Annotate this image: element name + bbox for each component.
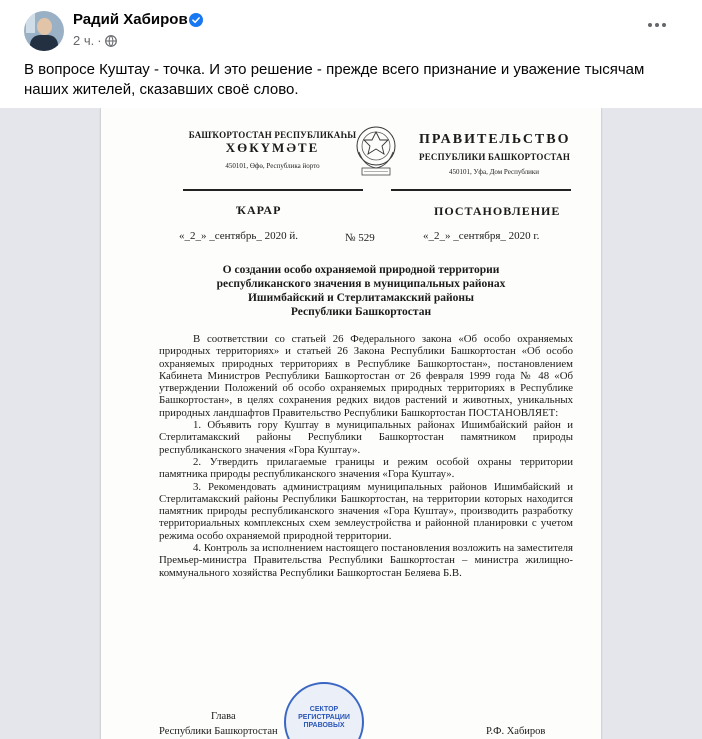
- body-paragraph: 2. Утвердить прилагаемые границы и режим особой охраны территории памятника природы республиканского значения «Гора Куштау».: [159, 455, 573, 481]
- date-right: «_2_» _сентября_ 2020 г.: [423, 230, 540, 242]
- header-right-line1: ПРАВИТЕЛЬСТВО: [419, 132, 571, 147]
- post-image[interactable]: [0, 108, 702, 739]
- header-left-address: 450101, Өфө, Республика йорто: [225, 162, 320, 170]
- date-left: «_2_» _сентябрь_ 2020 й.: [179, 230, 299, 242]
- signature-title-2: Республики Башкортостан: [159, 726, 278, 737]
- body-paragraph: 3. Рекомендовать администрациям муниципальных районов Ишимбайский и Стерлитамакский районы Республики Башкортостан, на территории которых находится памятник природы республиканского значения «Гора Куштау», производить разработку территориальных комплексных схем землеустройства и районной планировки с учетом режима особо охраняемой природной территории.: [159, 480, 573, 542]
- body-paragraph: В соответствии со статьей 26 Федерального закона «Об особо охраняемых природных территориях» и статьей 26 Закона Республики Башкортостан «Об особо охраняемых природных территориях в Республике Башкортостан», постановлением Кабинета Министров Республики Башкортостан от 26 февраля 1999 года № 48 «Об утверждении Положений об особо охраняемых природных территориях в Республике Башкортостан», в целях сохранения редких видов растений и животных, уникальных природных ландшафтов Правительство Республики Башкортостан ПОСТАНОВЛЯЕТ:: [159, 333, 573, 419]
- document-body: [159, 333, 573, 579]
- coat-of-arms-icon: [354, 122, 398, 182]
- header-rule-right: [391, 189, 571, 191]
- stamp-text: СЕКТОР РЕГИСТРАЦИИ ПРАВОВЫХ: [298, 706, 350, 729]
- header-right-address: 450101, Уфа, Дом Республики: [448, 168, 540, 176]
- meta-separator: ·: [97, 33, 102, 48]
- body-paragraph: 4. Контроль за исполнением настоящего постановления возложить на заместителя Премьер-министра Правительства Республики Башкортостан – министра жилищно-коммунального хозяйства Республики Башкортостан Беляева Б.В.: [159, 542, 573, 579]
- title-line: Ишимбайский и Стерлитамакский районы: [247, 292, 475, 304]
- header-right-line2: РЕСПУБЛИКИ БАШКОРТОСТАН: [419, 152, 571, 162]
- doc-type-bashkir: ҠАРАР: [236, 203, 282, 217]
- post-meta: [73, 33, 117, 48]
- globe-icon[interactable]: [105, 35, 117, 47]
- header-right: [419, 130, 569, 176]
- verified-badge-icon: [189, 13, 203, 27]
- title-line: Республики Башкортостан: [290, 306, 432, 318]
- header-left-line2: ХӨКҮМӘТЕ: [225, 140, 320, 155]
- signature-title: Глава: [211, 711, 236, 722]
- more-options-icon[interactable]: [645, 17, 669, 33]
- registration-stamp: [284, 682, 364, 739]
- title-line: О создании особо охраняемой природной территории: [222, 264, 500, 276]
- header-left: [185, 130, 360, 170]
- author-name[interactable]: Радий Хабиров: [73, 11, 188, 28]
- header-rule-left: [183, 189, 363, 191]
- post-text: В вопросе Куштау - точка. И это решение - прежде всего признание и уважение тысячам наших жителей, сказавших своё слово.: [24, 61, 645, 98]
- decree-document: [101, 108, 601, 739]
- post-time[interactable]: 2 ч.: [73, 33, 95, 48]
- title-line: республиканского значения в муниципальных районах: [216, 278, 506, 290]
- doc-type-russian: ПОСТАНОВЛЕНИЕ: [434, 204, 561, 218]
- body-paragraph: 1. Объявить гору Куштау в муниципальных районах Ишимбайский район и Стерлитамакский районы Республики Башкортостан памятником природы республиканского значения «Гора Куштау».: [159, 419, 573, 456]
- author-avatar[interactable]: [24, 11, 64, 51]
- header-left-line1: БАШҠОРТОСТАН РЕСПУБЛИКАҺЫ: [188, 130, 357, 140]
- signature-name: Р.Ф. Хабиров: [486, 726, 546, 737]
- document-title: [161, 263, 561, 319]
- document-number: № 529: [345, 232, 375, 244]
